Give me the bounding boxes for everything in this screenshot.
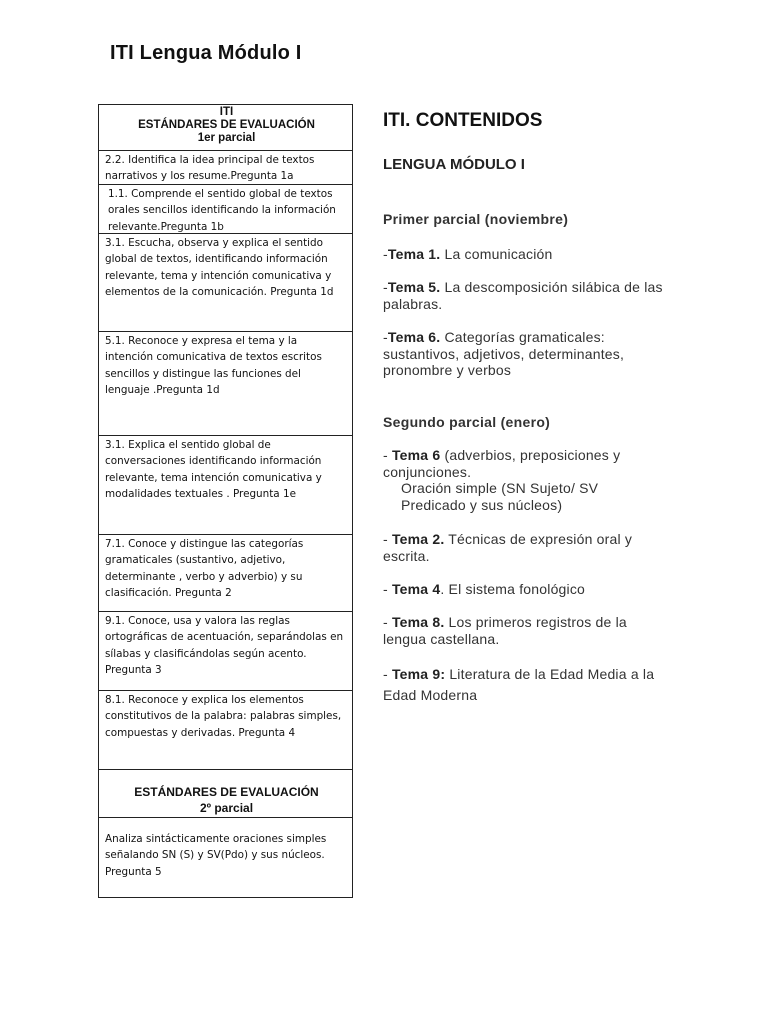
tema-item: - Tema 9: Literatura de la Edad Media a la Edad Moderna [383,666,655,703]
standards-header-line3: 1er parcial [197,132,256,144]
tema-item: - Tema 6 (adverbios, preposiciones y conjunciones. Oración simple (SN Sujeto/ SV Predicado y sus núcleos) [383,447,648,513]
standard-item: Analiza sintácticamente oraciones simples señalando SN (S) y SV(Pdo) y sus núcleos. Pregunta 5 [105,833,327,878]
standards-header2-line1: ESTÁNDARES DE EVALUACIÓN [134,785,319,799]
tema-item: -Tema 1. La comunicación [383,246,553,262]
standard-item: 3.1. Escucha, observa y explica el sentido global de textos, identificando información relevante, tema y intención comunicativa y elementos de la comunicación. Pregunta 1d [99,234,352,332]
standard-item: 8.1. Reconoce y explica los elementos constitutivos de la palabra: palabras simples, compuestas y derivadas. Pregunta 4 [99,691,352,770]
standard-item: 5.1. Reconoce y expresa el tema y la intención comunicativa de textos escritos sencillos y distingue las funciones del lenguaje .Pregunta 1d [99,332,352,436]
tema-item: - Tema 2. Técnicas de expresión oral y escrita. [383,531,633,564]
standard-item: 2.2. Identifica la idea principal de textos narrativos y los resume.Pregunta 1a [99,151,352,185]
first-term-heading: Primer parcial (noviembre) [383,211,569,227]
tema-item: - Tema 4. El sistema fonológico [383,581,586,597]
tema-item: - Tema 8. Los primeros registros de la lengua castellana. [383,614,627,647]
standards-header-line2: ESTÁNDARES DE EVALUACIÓN [138,119,315,131]
tema-item: -Tema 6. Categorías gramaticales: sustantivos, adjetivos, determinantes, pronombre y verbos [383,329,625,378]
standards-table [98,104,353,898]
standard-item: 3.1. Explica el sentido global de conversaciones identificando información relevante, tema intención comunicativa y modalidades textuales . Pregunta 1e [99,436,352,535]
document-title: ITI Lengua Módulo I [110,42,302,64]
second-term-heading: Segundo parcial (enero) [383,414,551,430]
standards-header2-line2: 2º parcial [199,801,254,815]
contents-title: ITI. CONTENIDOS [383,110,543,131]
standard-item: 7.1. Conoce y distingue las categorías gramaticales (sustantivo, adjetivo, determinante , verbo y adverbio) y su clasificación. Pregunta 2 [99,535,352,612]
standards-header-line1: ITI [219,106,234,118]
tema-extra: Oración simple (SN Sujeto/ SV Predicado y sus núcleos) [401,480,599,513]
tema-item: -Tema 5. La descomposición silábica de las palabras. [383,279,663,312]
standards-header-2 [99,770,352,818]
standard-item: 9.1. Conoce, usa y valora las reglas ortográficas de acentuación, separándolas en sílabas y clasificándolas según acento. Pregunta 3 [99,612,352,691]
contents-subtitle: LENGUA MÓDULO I [383,156,525,173]
standards-header-1 [99,105,352,151]
standard-item: 1.1. Comprende el sentido global de textos orales sencillos identificando la información relevante.Pregunta 1b [99,185,352,234]
